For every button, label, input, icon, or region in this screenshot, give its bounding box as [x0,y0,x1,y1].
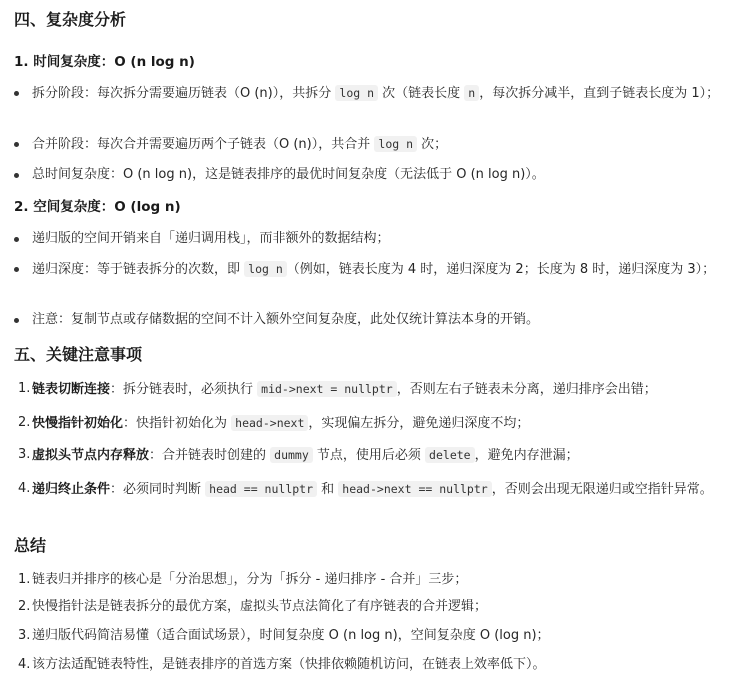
bullet-dot [14,91,19,96]
inline-code: head == nullptr [205,481,317,497]
subheading-number: 1. [14,54,29,70]
numbered-item: 1. 链表归并排序的核心是「分治思想」，分为「拆分 - 递归排序 - 合并」三步； [18,572,468,587]
bullet-dot [14,173,19,178]
list-item: 拆分阶段：每次拆分需要遍历链表（O (n)），共拆分 log n 次（链表长度 n ，每次拆分减半，直到子链表长度为 1）； [32,81,722,106]
inline-code: log n [374,136,417,152]
numbered-item: 1. 链表切断连接：拆分链表时，必须执行 mid->next = nullptr ，否则左右子链表未分离，递归排序会出错； [18,381,657,397]
subheading-value: O (log n) [114,199,181,215]
list-item: 合并阶段：每次合并需要遍历两个子链表（O (n)），共合并 log n 次； [32,132,722,157]
list-item: 注意：复制节点或存储数据的空间不计入额外空间复杂度，此处仅统计算法本身的开销。 [32,308,722,332]
numbered-item: 3. 虚拟头节点内存释放：合并链表时创建的 dummy 节点，使用后必须 delete ，避免内存泄漏； [18,447,579,463]
numbered-item: 2. 快慢指针法是链表拆分的最优方案，虚拟头节点法简化了有序链表的合并逻辑； [18,599,488,614]
inline-code: head->next [231,415,308,431]
list-item: 总时间复杂度：O (n log n)，这是链表排序的最优时间复杂度（无法低于 O (n log n)）。 [32,163,722,187]
inline-code: dummy [270,447,313,463]
inline-code: head->next == nullptr [338,481,491,497]
bullet-dot [14,318,19,323]
subheading-space-complexity [14,197,181,217]
subheading-number: 2. [14,199,29,215]
list-item: 递归版的空间开销来自「递归调用栈」，而非额外的数据结构； [32,227,722,251]
bullet-dot [14,267,19,272]
list-item: 递归深度：等于链表拆分的次数，即 log n （例如，链表长度为 4 时，递归深度为 2；长度为 8 时，递归深度为 3）； [32,257,722,282]
section-heading-summary: 总结 [14,536,47,555]
inline-code: log n [244,261,287,277]
subheading-label: 空间复杂度： [33,199,115,215]
numbered-item: 4. 该方法适配链表特性，是链表排序的首选方案（快排依赖随机访问，在链表上效率低下）。 [18,657,546,672]
inline-code: mid->next = nullptr [257,381,397,397]
bullet-dot [14,237,19,242]
subheading-label: 时间复杂度： [33,54,115,70]
section-heading-complexity: 四、复杂度分析 [14,10,127,29]
inline-code: delete [425,447,475,463]
inline-code: n [464,85,479,101]
numbered-item: 2. 快慢指针初始化：快指针初始化为 head->next ，实现偏左拆分，避免递归深度不均； [18,415,530,431]
subheading-value: O (n log n) [114,54,195,70]
numbered-item: 4. 递归终止条件：必须同时判断 head == nullptr 和 head->next == nullptr ，否则会出现无限递归或空指针异常。 [18,481,713,497]
numbered-item: 3. 递归版代码简洁易懂（适合面试场景），时间复杂度 O (n log n)，空间复杂度 O (log n)； [18,628,550,643]
section-heading-key-notes: 五、关键注意事项 [14,345,143,364]
bullet-dot [14,142,19,147]
subheading-time-complexity [14,52,195,72]
inline-code: log n [335,85,378,101]
